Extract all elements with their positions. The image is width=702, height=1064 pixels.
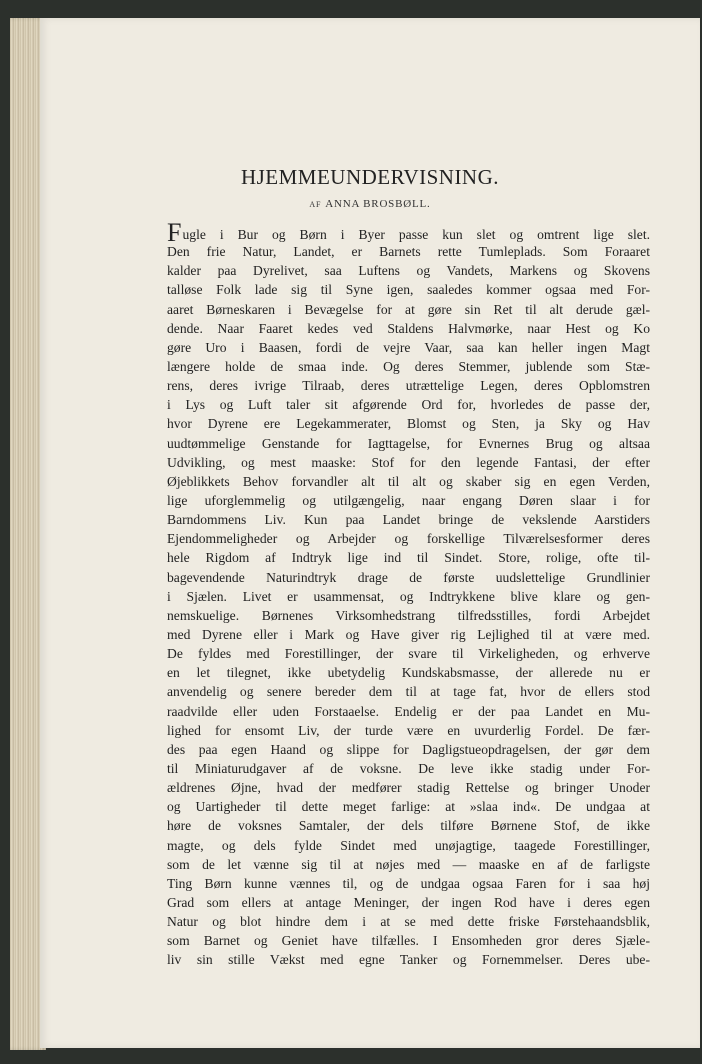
- body-line: ældrenes Øjne, hvad der medfører stadig Rettelse og bringer Unoder: [167, 780, 650, 796]
- body-line: Grad som ellers at antage Meninger, der ingen Rod have i deres egen: [167, 894, 650, 910]
- byline: [40, 198, 700, 210]
- body-line: De fyldes med Forestillinger, der svare til Virkeligheden, og erhverve: [167, 646, 650, 662]
- article-body: [167, 218, 650, 969]
- body-line: i Sjælen. Livet er usammensat, og Indtrykkene blive klare og gen-: [167, 588, 650, 604]
- body-line: som de let vænne sig til at nøjes med — maaske en af de farligste: [167, 856, 650, 872]
- body-line: Øjeblikkets Behov forvandler alt til alt og skaber sig en egen Verden,: [167, 473, 650, 489]
- body-line: gøre Uro i Baasen, fordi de vejre Vaar, saa kan heller ingen Magt: [167, 339, 650, 355]
- body-line: lige uforglemmelig og utilgængelig, naar engang Døren slaar i for: [167, 492, 650, 508]
- body-lines: [167, 242, 650, 969]
- body-line: dende. Naar Faaret kedes ved Staldens Halvmørke, naar Hest og Ko: [167, 320, 650, 336]
- body-line: magte, og dels fylde Sindet med unøjagtige, taagede Forestillinger,: [167, 837, 650, 853]
- author-name: ANNA BROSBØLL.: [325, 198, 431, 210]
- body-line: til Miniaturudgaver af de voksne. De leve ikke stadig under For-: [167, 760, 650, 776]
- body-line: Udvikling, og mest maaske: Stof for den legende Fantasi, der efter: [167, 454, 650, 470]
- body-line: Barndommens Liv. Kun paa Landet bringe de vekslende Aarstiders: [167, 512, 650, 528]
- body-line: længere holde de smaa inde. Og deres Stemmer, jublende som Stæ-: [167, 358, 650, 374]
- body-line: uudtømmelige Genstande for Iagttagelse, for Evnernes Brug og altsaa: [167, 435, 650, 451]
- article-title: HJEMMEUNDERVISNING.: [240, 165, 500, 189]
- body-line: des paa egen Haand og slippe for Dagligstueopdragelsen, der gør dem: [167, 741, 650, 757]
- body-line: raadvilde eller uden Forstaaelse. Endelig er der paa Landet en Mu-: [167, 703, 650, 719]
- drop-cap: F: [167, 218, 182, 247]
- byline-prefix: AF: [309, 200, 322, 209]
- body-line: Den frie Natur, Landet, er Barnets rette Tumleplads. Som Foraaret: [167, 244, 650, 260]
- first-line-text: ugle i Bur og Børn i Byer passe kun slet og omtrent lige slet.: [182, 227, 650, 242]
- body-line: lighed for ensomt Liv, der turde være en uvurderlig Fordel. De fær-: [167, 722, 650, 738]
- body-line: aaret Børneskaren i Bevægelse for at gøre sin Ret til alt derude gæl-: [167, 301, 650, 317]
- body-line: Ejendommeligheder og Arbejder og forskellige Tilværelsesformer deres: [167, 531, 650, 547]
- body-line: en let tilegnet, ikke ubetydelig Kundskabsmasse, der allerede nu er: [167, 665, 650, 681]
- body-line: anvendelig og senere bereder dem til at tage fat, hvor de ellers stod: [167, 684, 650, 700]
- body-line: med Dyrene eller i Mark og Have giver rig Lejlighed til at være med.: [167, 626, 650, 642]
- body-line: høre de voksnes Samtaler, der dels tilføre Børnene Stof, de ikke: [167, 818, 650, 834]
- body-line: kalder paa Dyrelivet, saa Luftens og Vandets, Markens og Skovens: [167, 263, 650, 279]
- page: [40, 18, 700, 1048]
- body-line: talløse Folk lade sig til Syne igen, saaledes kommer ogsaa med For-: [167, 282, 650, 298]
- body-line: hele Rigdom af Indtryk lige ind til Sindet. Store, rolige, ofte til-: [167, 550, 650, 566]
- body-line: i Lys og Luft taler sit afgørende Ord for, hvorledes de passe der,: [167, 397, 650, 413]
- body-line: som Barnet og Geniet have tilfælles. I Ensomheden gror deres Sjæle-: [167, 933, 650, 949]
- body-line-first: [167, 218, 650, 247]
- body-line: nemskuelige. Børnenes Virksomhedstrang tilfredsstilles, fordi Arbejdet: [167, 607, 650, 623]
- body-line: og Uartigheder til dette meget farlige: at »slaa ind«. De undgaa at: [167, 799, 650, 815]
- body-line: rens, deres ivrige Tilraab, deres utrættelige Legen, deres Opblomstren: [167, 378, 650, 394]
- body-line: Natur og blot hindre dem i at se med dette friske Førstehaandsblik,: [167, 914, 650, 930]
- body-line: bagevendende Naturindtryk drage de første uudslettelige Grundlinier: [167, 569, 650, 585]
- body-line: Ting Børn kunne vænnes til, og de undgaa ogsaa Faren for i saa høj: [167, 875, 650, 891]
- body-line: hvor Dyrene ere Legekammerater, Blomst og Sten, ja Sky og Hav: [167, 416, 650, 432]
- body-line: liv sin stille Vækst med egne Tanker og Fornemmelser. Deres ube-: [167, 952, 650, 968]
